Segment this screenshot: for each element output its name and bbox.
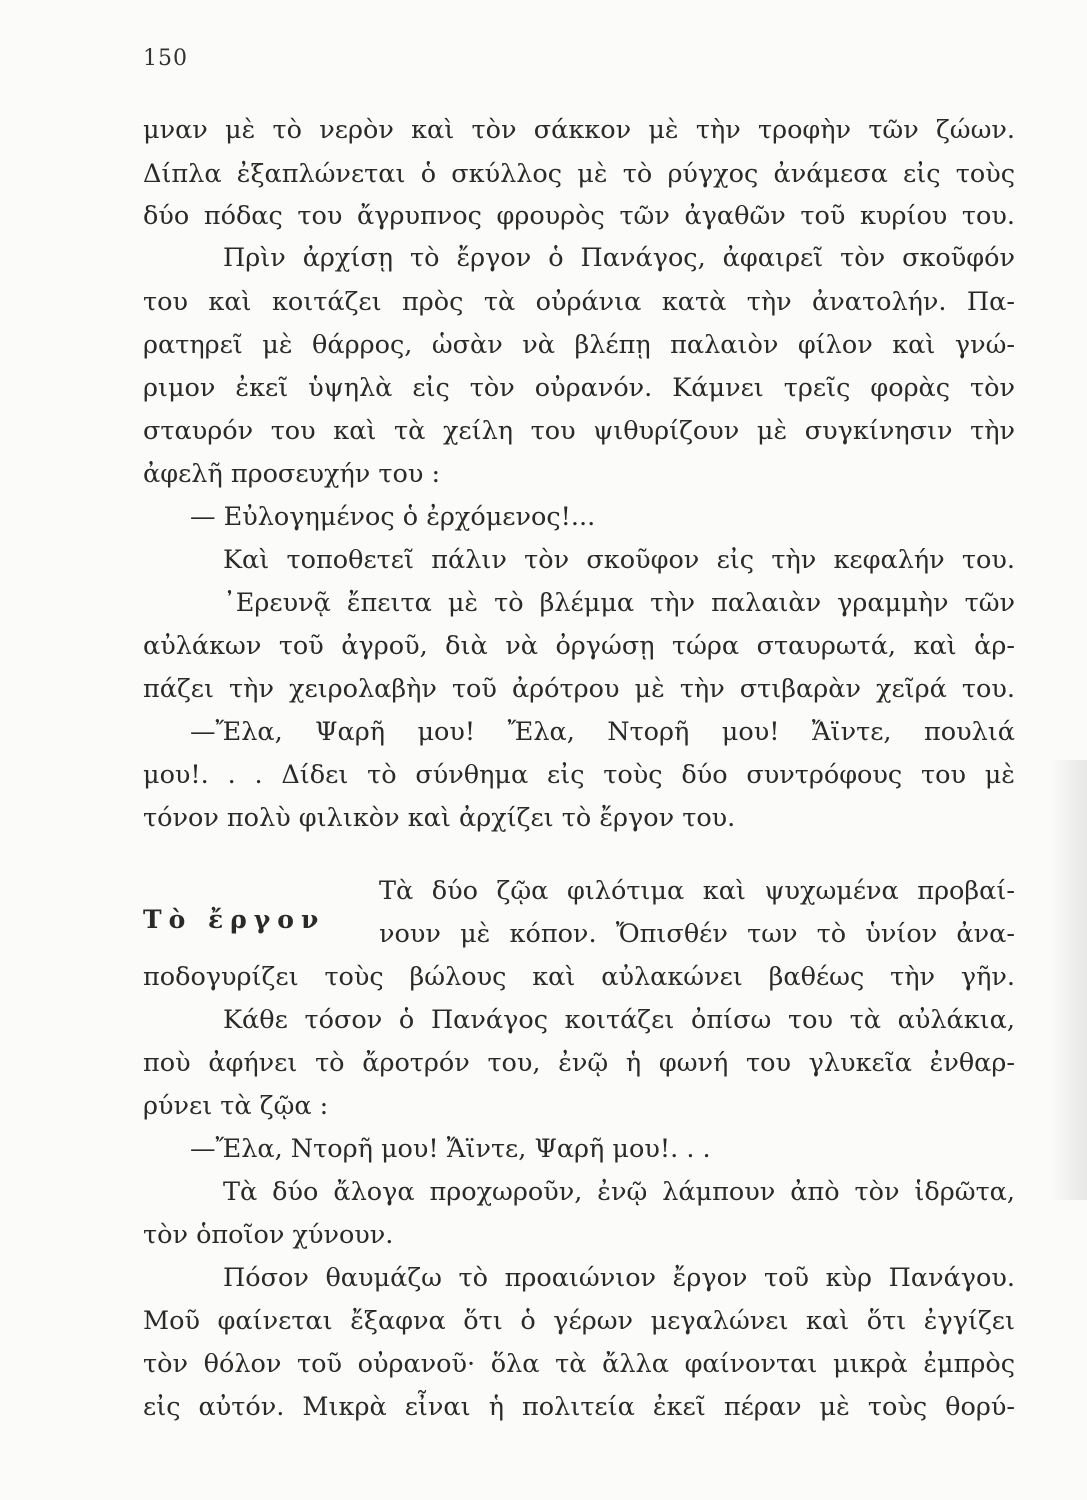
text-line: ἀφελῆ προσευχήν του : bbox=[143, 459, 441, 489]
text-line: αὐλάκων τοῦ ἀγροῦ, διὰ νὰ ὀργώσῃ τώρα σταυρωτά, καὶ ἁρ- bbox=[143, 631, 1015, 661]
text-line: ποδογυρίζει τοὺς βώλους καὶ αὐλακώνει βαθέως τὴν γῆν. bbox=[143, 962, 1015, 992]
text-line: Πρὶν ἀρχίσῃ τὸ ἔργον ὁ Πανάγος, ἀφαιρεῖ τὸν σκοῦφόν bbox=[223, 243, 1015, 273]
text-line: δύο πόδας του ἄγρυπνος φρουρὸς τῶν ἀγαθῶν τοῦ κυρίου του. bbox=[143, 201, 1015, 231]
text-line: ρύνει τὰ ζῷα : bbox=[143, 1091, 329, 1121]
text-line: σταυρόν του καὶ τὰ χείλη του ψιθυρίζουν μὲ συγκίνησιν τὴν bbox=[143, 416, 1015, 446]
text-line: Τὰ δύο ἄλογα προχωροῦν, ἐνῷ λάμπουν ἀπὸ τὸν ἱδρῶτα, bbox=[223, 1177, 1015, 1207]
text-line: ποὺ ἀφήνει τὸ ἄροτρόν του, ἐνῷ ἡ φωνή του γλυκεῖα ἐνθαρ- bbox=[143, 1048, 1015, 1078]
text-line: του καὶ κοιτάζει πρὸς τὰ οὐράνια κατὰ τὴν ἀνατολήν. Πα- bbox=[143, 287, 1015, 317]
text-line: πάζει τὴν χειρολαβὴν τοῦ ἀρότρου μὲ τὴν στιβαρὰν χεῖρά του. bbox=[143, 674, 1015, 704]
text-line: τόνον πολὺ φιλικὸν καὶ ἀρχίζει τὸ ἔργον του. bbox=[143, 803, 736, 833]
text-line: μναν μὲ τὸ νερὸν καὶ τὸν σάκκον μὲ τὴν τροφὴν τῶν ζώων. bbox=[143, 115, 1015, 145]
text-line: —Ἔλα, Ντορῆ μου! Ἄϊντε, Ψαρῆ μου!. . . bbox=[190, 1134, 711, 1164]
text-line: Πόσον θαυμάζω τὸ προαιώνιον ἔργον τοῦ κὺρ Πανάγου. bbox=[223, 1263, 1015, 1293]
text-line: τὸν ὁποῖον χύνουν. bbox=[143, 1220, 394, 1250]
text-line: Καὶ τοποθετεῖ πάλιν τὸν σκοῦφον εἰς τὴν κεφαλήν του. bbox=[223, 545, 1015, 575]
text-line: Δίπλα ἐξαπλώνεται ὁ σκύλλος μὲ τὸ ρύγχος ἀνάμεσα εἰς τοὺς bbox=[143, 159, 1015, 189]
text-line: νουν μὲ κόπον. Ὄπισθέν των τὸ ὑνίον ἀνα- bbox=[379, 919, 1015, 949]
text-line: Κάθε τόσον ὁ Πανάγος κοιτάζει ὀπίσω του τὰ αὐλάκια, bbox=[223, 1005, 1015, 1035]
section-side-heading: Τὸ ἔργον bbox=[143, 905, 326, 934]
text-line: μου!. . . Δίδει τὸ σύνθημα εἰς τοὺς δύο συντρόφους του μὲ bbox=[143, 760, 1015, 790]
text-line: ᾿Ερευνᾷ ἔπειτα μὲ τὸ βλέμμα τὴν παλαιὰν γραμμὴν τῶν bbox=[223, 588, 1015, 618]
text-line: ριμον ἐκεῖ ὑψηλὰ εἰς τὸν οὐρανόν. Κάμνει τρεῖς φορὰς τὸν bbox=[143, 373, 1015, 403]
text-line: τὸν θόλον τοῦ οὐρανοῦ· ὅλα τὰ ἄλλα φαίνονται μικρὰ ἐμπρὸς bbox=[143, 1349, 1015, 1379]
text-line: Μοῦ φαίνεται ἔξαφνα ὅτι ὁ γέρων μεγαλώνει καὶ ὅτι ἐγγίζει bbox=[143, 1306, 1015, 1336]
text-line: — Εὐλογημένος ὁ ἐρχόμενος!... bbox=[190, 502, 596, 532]
text-line: Τὰ δύο ζῷα φιλότιμα καὶ ψυχωμένα προβαί- bbox=[379, 876, 1015, 906]
text-line: εἰς αὐτόν. Μικρὰ εἶναι ἡ πολιτεία ἐκεῖ πέραν μὲ τοὺς θορύ- bbox=[143, 1392, 1015, 1422]
text-line: ρατηρεῖ μὲ θάρρος, ὡσὰν νὰ βλέπῃ παλαιὸν φίλον καὶ γνώ- bbox=[143, 330, 1015, 360]
page-number: 150 bbox=[143, 46, 188, 71]
text-line: —Ἔλα, Ψαρῆ μου! Ἔλα, Ντορῆ μου! Ἄϊντε, πουλιά bbox=[190, 717, 1015, 747]
page-edge-shadow bbox=[1050, 760, 1087, 1200]
